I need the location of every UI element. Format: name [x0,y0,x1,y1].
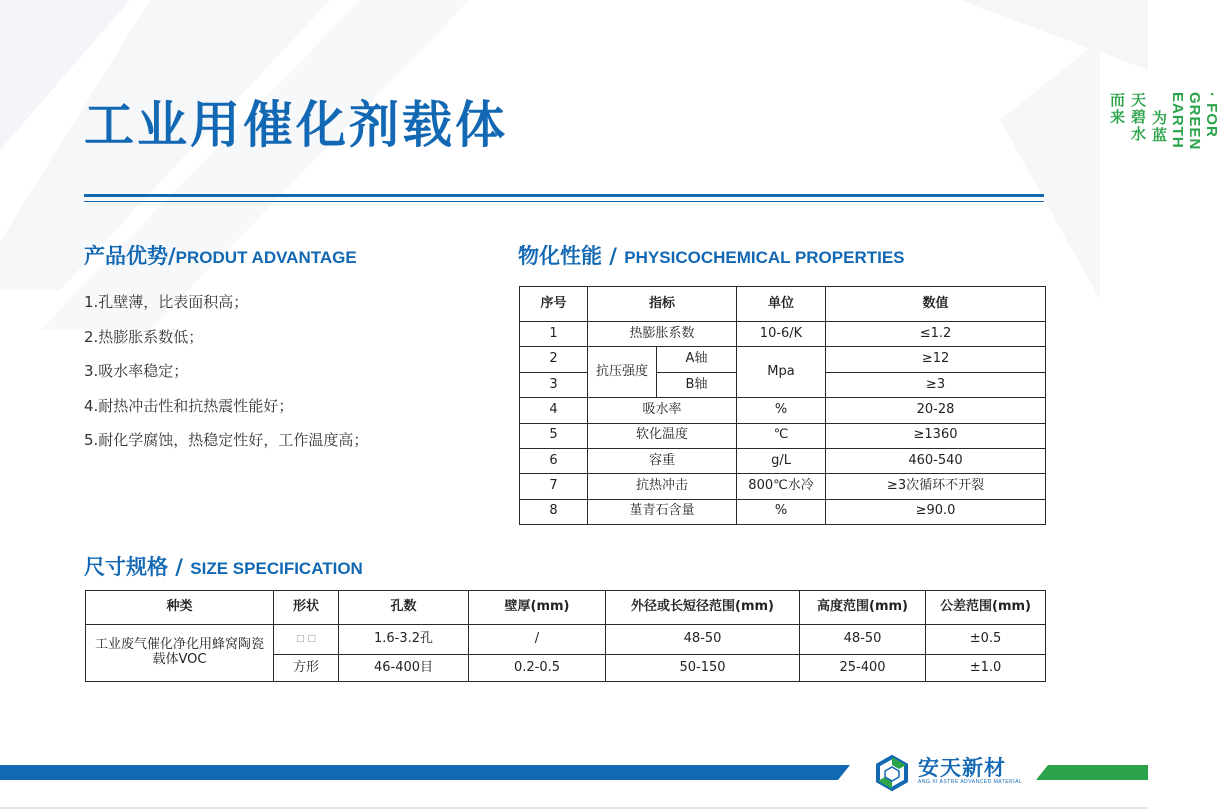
table-row: 8 堇青石含量 % ≥90.0 [520,499,1046,524]
shape-icon: □ □ [274,625,339,655]
header-no: 序号 [520,287,588,322]
footer-blue-bar [0,765,850,780]
physical-table [519,286,1046,525]
header-holes: 孔数 [339,591,469,625]
physical-heading: 物化性能 / PHYSICOCHEMICAL PROPERTIES [518,244,905,268]
header-tolerance: 公差范围(mm) [926,591,1046,625]
list-item: 1.孔壁薄，比表面积高； [84,293,249,311]
list-item: 3.吸水率稳定； [84,362,189,380]
vertical-slogan [1106,92,1220,150]
table-row: 7 抗热冲击 800℃水冷 ≥3次循环不开裂 [520,474,1046,499]
header-wall: 壁厚(mm) [469,591,606,625]
table-header-row [520,287,1046,322]
compressive-strength-label: 抗压强度 [588,347,657,398]
page-title: 工业用催化剂载体 [84,96,508,154]
list-item: 2.热膨胀系数低； [84,327,204,346]
header-index: 指标 [588,287,737,322]
brand-name: 安天新材 [918,756,1006,780]
table-row: 4 吸水率 % 20-28 [520,398,1046,423]
header-unit: 单位 [737,287,826,322]
title-rule-thin [84,201,1044,202]
header-diameter: 外径或长短径范围(mm) [606,591,800,625]
size-heading: 尺寸规格 / SIZE SPECIFICATION [84,555,363,579]
advantage-heading: 产品优势/PRODUT ADVANTAGE [84,244,357,268]
vertical-slogan-cn: 为蓝天碧水而来 [1108,92,1167,144]
table-header-row [86,591,1046,625]
table-row: 工业废气催化净化用蜂窝陶瓷载体VOC □ □ 1.6-3.2孔 / 48-50 48-50 ±0.5 [86,625,1046,655]
header-height: 高度范围(mm) [800,591,926,625]
size-table [85,590,1046,682]
header-shape: 形状 [274,591,339,625]
title-rule-thick [84,194,1044,197]
vertical-slogan-en: · FOR GREEN EARTH [1169,92,1220,151]
list-item: 5.耐化学腐蚀，热稳定性好，工作温度高； [84,431,369,449]
advantage-list [84,285,368,458]
table-row: 2 抗压强度 A轴 Mpa ≥12 [520,347,1046,372]
product-type: 工业废气催化净化用蜂窝陶瓷载体VOC [86,625,274,682]
table-row: 6 容重 g/L 460-540 [520,448,1046,473]
footer-green-bar [1036,765,1148,780]
table-row: 1 热膨胀系数 10-6/K ≤1.2 [520,322,1046,347]
table-row: 3 B轴 ≥3 [520,372,1046,397]
brand-logo-icon [873,755,911,791]
list-item: 4.耐热冲击性和抗热震性能好； [84,396,294,415]
table-row: 方形 46-400目 0.2-0.5 50-150 25-400 ±1.0 [86,655,1046,682]
header-value: 数值 [826,287,1046,322]
header-type: 种类 [86,591,274,625]
brand-subtitle: ANG XI ASTRE ADVANCED MATERIAL [918,779,1023,785]
table-row: 5 软化温度 ℃ ≥1360 [520,423,1046,448]
